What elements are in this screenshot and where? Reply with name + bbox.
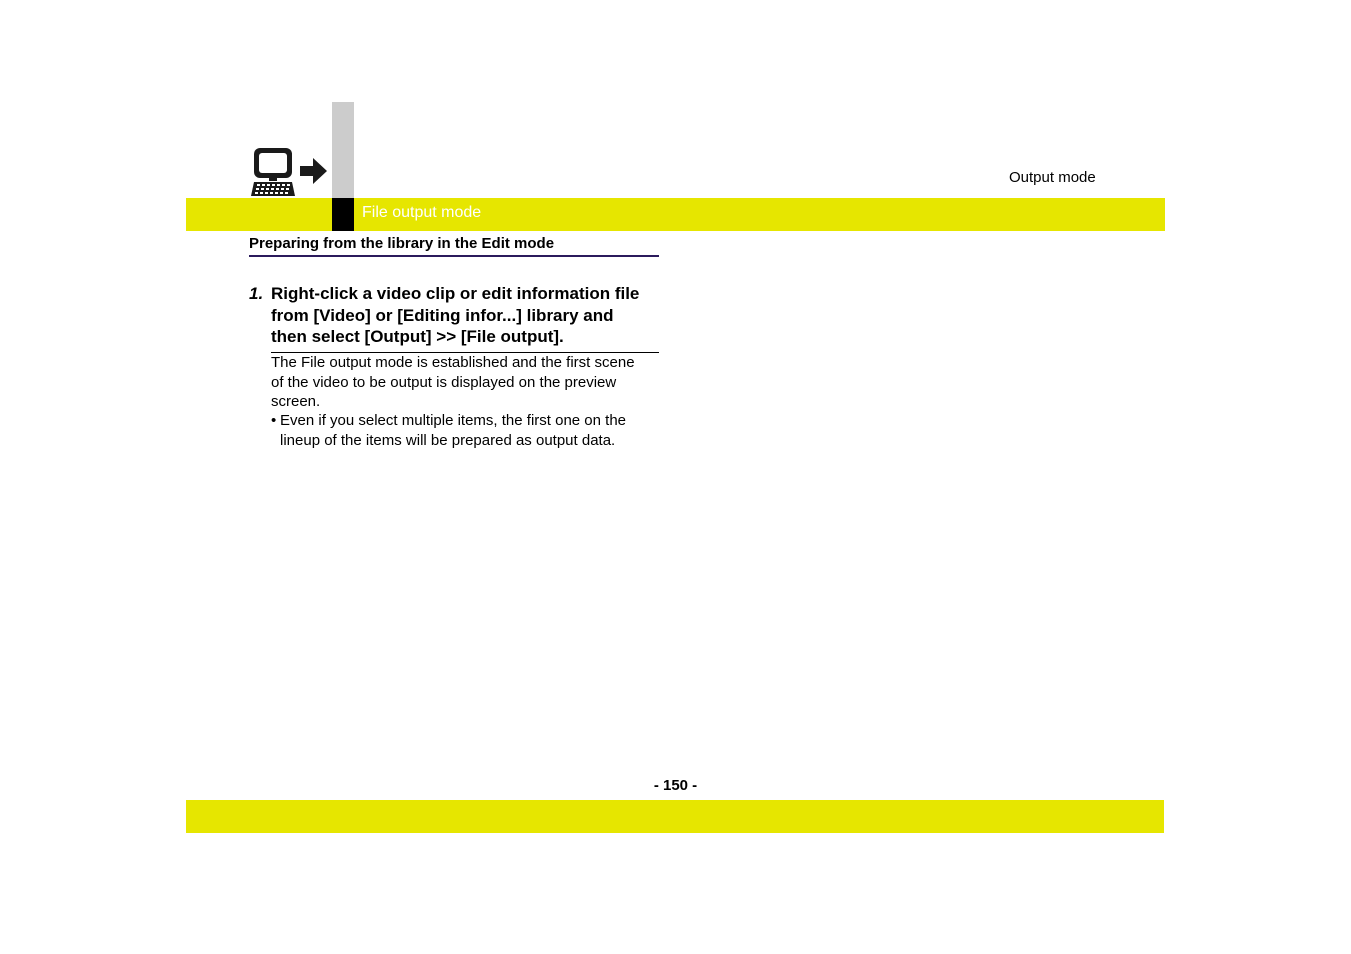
bullet: • bbox=[271, 412, 277, 429]
step-line: Right-click a video clip or edit information file bbox=[271, 284, 640, 303]
subheading: Preparing from the library in the Edit mode bbox=[249, 235, 659, 257]
page-number: - 150 - bbox=[653, 777, 698, 794]
footer-band bbox=[186, 800, 1164, 833]
computer-output-icon bbox=[249, 146, 329, 198]
note bbox=[271, 411, 663, 450]
step-line: from [Video] or [Editing infor...] library and bbox=[271, 305, 614, 325]
note-line: lineup of the items will be prepared as output data. bbox=[280, 431, 616, 449]
description-line: of the video to be output is displayed on the preview bbox=[271, 373, 617, 391]
description-line: The File output mode is established and the first scene bbox=[271, 354, 635, 371]
step-instruction bbox=[271, 283, 659, 353]
chapter-tab-black bbox=[332, 198, 354, 231]
description-line: screen. bbox=[271, 393, 321, 410]
section-label: Output mode bbox=[1009, 169, 1096, 186]
step-number: 1. bbox=[249, 284, 264, 303]
step-line: then select [Output] >> [File output]. bbox=[271, 327, 564, 346]
chapter-tab-gray bbox=[332, 102, 354, 198]
note-line: Even if you select multiple items, the first one on the bbox=[280, 412, 627, 429]
step-description bbox=[271, 353, 663, 412]
band-title: File output mode bbox=[362, 204, 482, 221]
